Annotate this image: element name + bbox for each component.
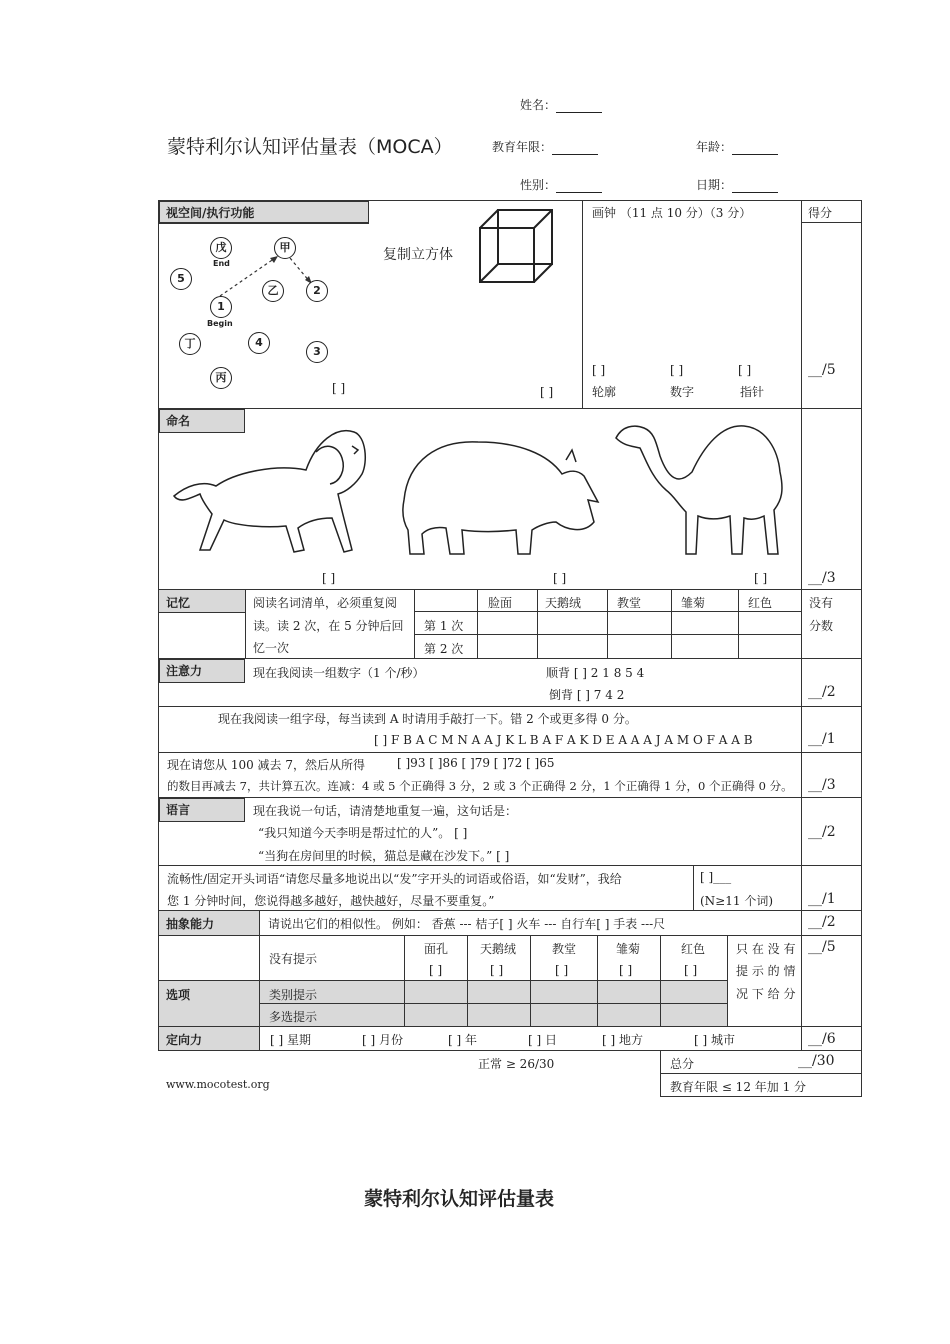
recall-note-3: 况 下 给 分 [736, 987, 796, 1001]
clock-numbers-label: 数字 [670, 385, 695, 399]
normal-range: 正常 ≥ 26/30 [478, 1057, 555, 1071]
trail-node: 甲 [274, 237, 296, 259]
recall-score: __/5 [808, 939, 836, 955]
end-label: End [213, 259, 230, 268]
form-title: 蒙特利尔认知评估量表（MOCA） [167, 136, 453, 158]
memory-word: 教堂 [617, 596, 642, 610]
visuo-score: __/5 [808, 362, 836, 378]
lion-answer-box: [ ] [322, 571, 336, 585]
website: www.mocotest.org [166, 1078, 270, 1091]
letters-score: __/1 [808, 731, 836, 747]
orientation-city: [ ] 城市 [694, 1033, 735, 1047]
serial7-line2: 的数目再减去 7，共计算五次。连减：4 或 5 个正确得 3 分，2 或 3 个正确得 2 分，1 个正确得 1 分，0 个正确得 0 分。 [167, 779, 793, 793]
section-visuospatial: 视空间/执行功能 [159, 201, 369, 223]
fluency-box: [ ]___ [700, 870, 732, 884]
clock-box-hands: [ ] [738, 363, 752, 377]
recall-box: [ ] [619, 963, 633, 977]
education-label: 教育年限： [492, 138, 598, 155]
row-no-cue: 没有提示 [269, 952, 318, 966]
education-adjustment: 教育年限 ≤ 12 年加 1 分 [670, 1080, 807, 1094]
cube-figure [476, 206, 558, 286]
memory-trial-1: 第 1 次 [424, 619, 464, 633]
repeat-sentence-1: “我只知道今天李明是帮过忙的人”。 [ ] [258, 826, 468, 840]
age-label: 年龄： [696, 138, 778, 155]
recall-word: 面孔 [424, 942, 449, 956]
recall-box: [ ] [490, 963, 504, 977]
abstraction-score: __/2 [808, 914, 836, 930]
total-label: 总分 [670, 1057, 695, 1071]
recall-word: 教堂 [552, 942, 577, 956]
trail-node: 4 [248, 332, 270, 354]
recall-word: 红色 [681, 942, 706, 956]
camel-answer-box: [ ] [754, 571, 768, 585]
section-memory: 记忆 [166, 596, 191, 610]
orientation-score: __/6 [808, 1031, 836, 1047]
section-delayed-recall: 选项 [166, 988, 191, 1002]
row-category-cue: 类别提示 [269, 988, 318, 1002]
fluency-score: __/1 [808, 891, 836, 907]
begin-label: Begin [207, 319, 233, 328]
clock-hands-label: 指针 [740, 385, 765, 399]
name-label: 姓名： [520, 96, 602, 113]
serial7-score: __/3 [808, 777, 836, 793]
repeat-intro: 现在我说一句话，请清楚地重复一遍，这句话是： [253, 804, 518, 818]
fluency-line1: 流畅性/固定开头词语“请您尽量多地说出以“发”字开头的词语或俗语，如“发财”，我给 [167, 872, 622, 886]
recall-box: [ ] [555, 963, 569, 977]
trail-node: 丙 [210, 367, 232, 389]
section-attention: 注意力 [159, 659, 245, 683]
letters-sequence: [ ] F B A C M N A A J K L B A F A K D E A A A J A M O F A A B [374, 733, 753, 747]
date-label: 日期： [696, 176, 778, 193]
clock-outline-label: 轮廓 [592, 385, 617, 399]
trail-node: 戊 [210, 237, 232, 259]
orientation-year: [ ] 年 [448, 1033, 477, 1047]
trail-node: 丁 [179, 333, 201, 355]
clock-instruction: 画钟 （11 点 10 分）（3 分） [592, 206, 752, 220]
section-language: 语言 [159, 798, 245, 822]
page-title: 蒙特利尔认知评估量表 [364, 1188, 555, 1210]
trail-node: 5 [170, 268, 192, 290]
repeat-score: __/2 [808, 824, 836, 840]
recall-note-2: 提 示 的 情 [736, 964, 796, 978]
lion-drawing [166, 422, 376, 560]
digits-score: __/2 [808, 684, 836, 700]
memory-word: 雏菊 [681, 596, 706, 610]
section-orientation: 定向力 [166, 1033, 203, 1047]
trail-node: 3 [306, 341, 328, 363]
repeat-sentence-2: “当狗在房间里的时候，猫总是藏在沙发下。” [ ] [258, 849, 510, 863]
naming-score: __/3 [808, 570, 836, 586]
memory-no-score-2: 分数 [809, 619, 834, 633]
memory-instruction-line2: 读。读 2 次，在 5 分钟后回 [253, 619, 404, 633]
orientation-day: [ ] 日 [528, 1033, 557, 1047]
section-naming: 命名 [159, 409, 245, 433]
fluency-line2: 您 1 分钟时间，您说得越多越好，越快越好，尽量不要重复。” [167, 894, 495, 908]
camel-drawing [610, 416, 794, 558]
cube-answer-box: [ ] [540, 385, 554, 399]
row-multiple-choice-cue: 多选提示 [269, 1010, 318, 1024]
memory-word: 脸面 [488, 596, 513, 610]
trail-node: 1 [210, 296, 232, 318]
fluency-criterion: (N≥11 个词) [700, 894, 774, 908]
rhino-answer-box: [ ] [553, 571, 567, 585]
sex-label: 性别： [520, 176, 602, 193]
rhino-drawing [398, 430, 608, 558]
recall-note-1: 只 在 没 有 [736, 942, 796, 956]
orientation-weekday: [ ] 星期 [270, 1033, 311, 1047]
orientation-month: [ ] 月份 [362, 1033, 403, 1047]
recall-word: 天鹅绒 [480, 942, 517, 956]
serial7-values: [ ]93 [ ]86 [ ]79 [ ]72 [ ]65 [397, 756, 555, 770]
digits-intro: 现在我阅读一组数字（1 个/秒） [253, 666, 425, 680]
digits-forward: 顺背 [ ] 2 1 8 5 4 [546, 666, 645, 680]
copy-cube-label: 复制立方体 [383, 247, 453, 263]
memory-word: 天鹅绒 [545, 596, 582, 610]
serial7-line1: 现在请您从 100 减去 7，然后从所得 [167, 758, 365, 772]
recall-box: [ ] [429, 963, 443, 977]
score-header: 得分 [808, 206, 833, 220]
trail-node: 2 [306, 280, 328, 302]
total-score: __/30 [798, 1053, 835, 1069]
abstraction-text: 请说出它们的相似性。 例如： 香蕉 --- 桔子[ ] 火车 --- 自行车[ ] 手表 ---尺 [268, 917, 666, 931]
section-abstraction: 抽象能力 [166, 917, 215, 931]
clock-box-numbers: [ ] [670, 363, 684, 377]
recall-word: 雏菊 [616, 942, 641, 956]
memory-no-score-1: 没有 [809, 596, 834, 610]
memory-word: 红色 [748, 596, 773, 610]
clock-box-outline: [ ] [592, 363, 606, 377]
orientation-place: [ ] 地方 [602, 1033, 643, 1047]
letters-intro: 现在我阅读一组字母，每当读到 A 时请用手敲打一下。错 2 个或更多得 0 分。 [218, 712, 637, 726]
trail-answer-box: [ ] [332, 381, 346, 395]
digits-backward: 倒背 [ ] 7 4 2 [549, 688, 625, 702]
recall-box: [ ] [684, 963, 698, 977]
memory-instruction-line3: 忆一次 [253, 641, 290, 655]
memory-instruction-line1: 阅读名词清单，必须重复阅 [253, 596, 398, 610]
memory-trial-2: 第 2 次 [424, 642, 464, 656]
trail-node: 乙 [262, 280, 284, 302]
